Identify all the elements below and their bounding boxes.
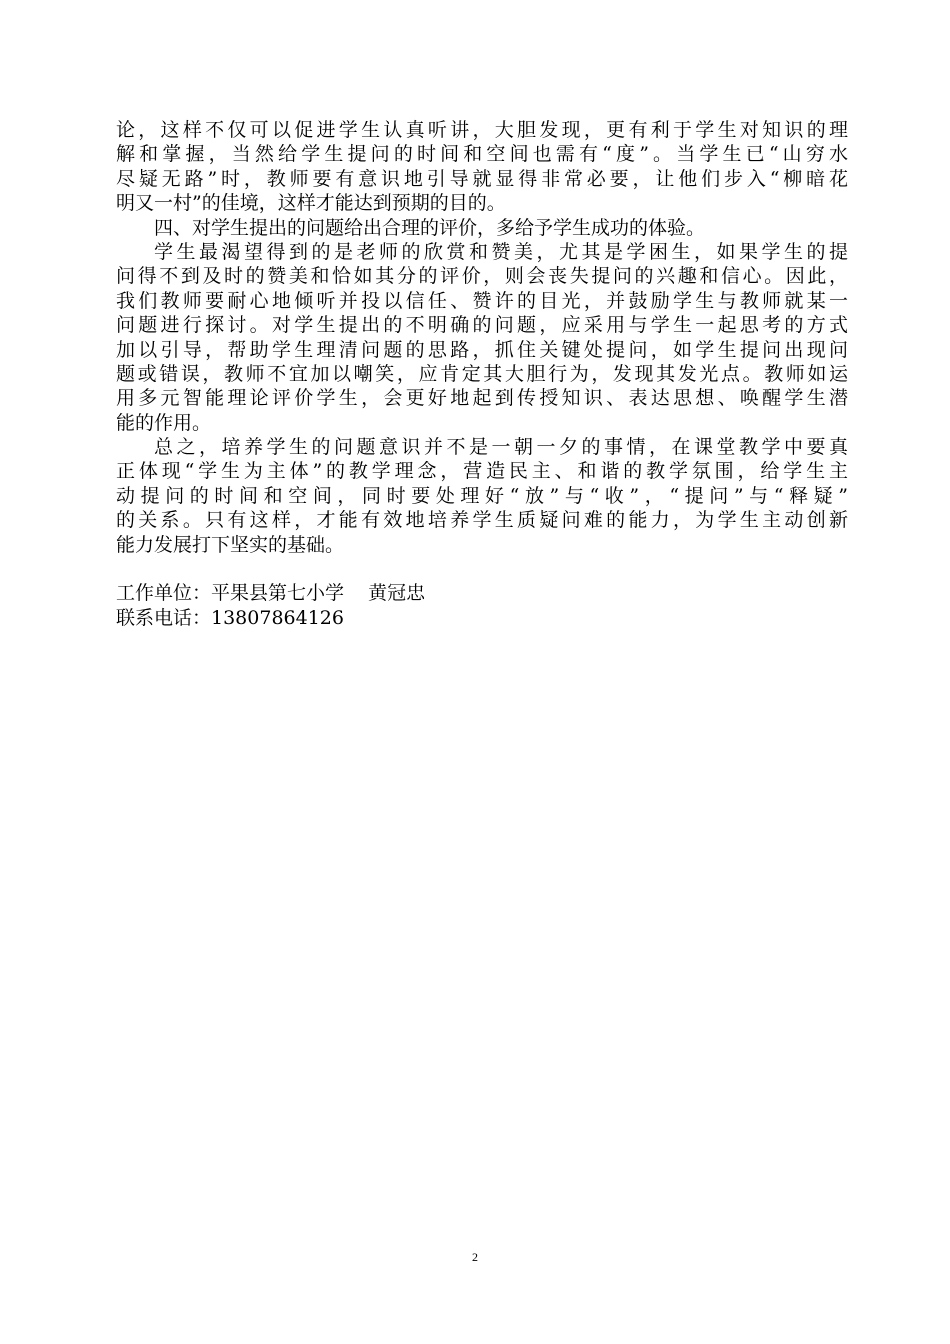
spacer bbox=[116, 557, 848, 581]
author-info bbox=[116, 581, 848, 630]
work-unit: 工作单位：平果县第七小学 黄冠忠 bbox=[116, 582, 426, 605]
document-body bbox=[116, 118, 848, 630]
text-line: 论，这样不仅可以促进学生认真听讲，大胆发现，更有利于学生对知识的理 bbox=[116, 119, 848, 141]
text-line: 尽疑无路”时，教师要有意识地引导就显得非常必要，让他们步入“柳暗花 bbox=[116, 167, 848, 190]
text-line: 问得不到及时的赞美和恰如其分的评价，则会丧失提问的兴趣和信心。因此， bbox=[116, 265, 848, 288]
text-line: 总之，培养学生的问题意识并不是一朝一夕的事情，在课堂教学中要真 bbox=[154, 436, 848, 459]
contact-phone: 联系电话：13807864126 bbox=[116, 606, 344, 629]
text-line: 解和掌握，当然给学生提问的时间和空间也需有“度”。当学生已“山穷水 bbox=[116, 143, 848, 166]
text-line: 加以引导，帮助学生理清问题的思路，抓住关键处提问，如学生提问出现问 bbox=[116, 338, 848, 361]
text-line: 的关系。只有这样，才能有效地培养学生质疑问难的能力，为学生主动创新 bbox=[116, 509, 848, 532]
paragraph-3 bbox=[116, 240, 848, 435]
text-line: 能力发展打下坚实的基础。 bbox=[116, 533, 345, 556]
page-number: 2 bbox=[472, 1250, 478, 1264]
text-line: 明又一村”的佳境，这样才能达到预期的目的。 bbox=[116, 192, 506, 215]
text-line: 我们教师要耐心地倾听并投以信任、赞许的目光，并鼓励学生与教师就某一 bbox=[116, 289, 848, 312]
text-line: 能的作用。 bbox=[116, 411, 212, 434]
paragraph-conclusion bbox=[116, 435, 848, 557]
text-line: 问题进行探讨。对学生提出的不明确的问题，应采用与学生一起思考的方式 bbox=[116, 314, 848, 337]
text-line: 正体现“学生为主体”的教学理念，营造民主、和谐的教学氛围，给学生主 bbox=[116, 460, 848, 483]
text-line: 学生最渴望得到的是老师的欣赏和赞美，尤其是学困生，如果学生的提 bbox=[154, 240, 848, 263]
text-line: 动提问的时间和空间，同时要处理好“放”与“收”，“提问”与“释疑” bbox=[116, 484, 848, 507]
section-heading-4 bbox=[116, 216, 848, 240]
paragraph-1 bbox=[116, 118, 848, 216]
text-line: 题或错误，教师不宜加以嘲笑，应肯定其大胆行为，发现其发光点。教师如运 bbox=[116, 362, 848, 385]
text-line: 四、对学生提出的问题给出合理的评价，多给予学生成功的体验。 bbox=[154, 216, 706, 239]
text-line: 用多元智能理论评价学生，会更好地起到传授知识、表达思想、唤醒学生潜 bbox=[116, 387, 848, 410]
